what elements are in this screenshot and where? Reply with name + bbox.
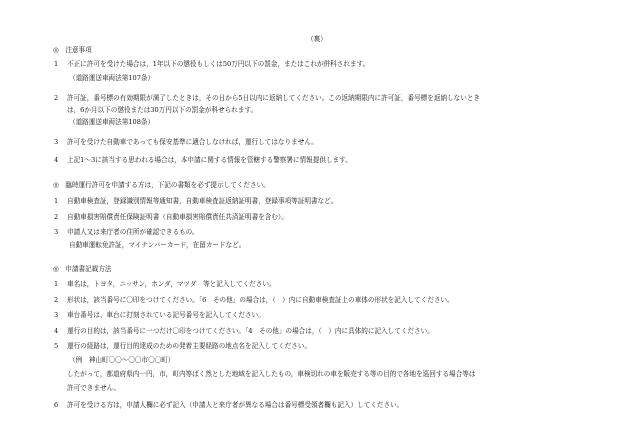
item-text: 許可できません。 (67, 384, 121, 392)
item-text: 上記1～3に該当する思われる場合は，本申請に関する情報を管轄する警察署に情報提供します。 (67, 156, 352, 164)
item-text: 自動車運転免許証，マイナンバーカード，在留カードなど。 (69, 241, 246, 249)
item-number: 4 (54, 327, 59, 335)
item-number: 1 (54, 280, 59, 288)
item-text: は，6か月以下の懲役または30万円以下の罰金が科せられます。 (67, 106, 258, 114)
item-number: 2 (54, 94, 59, 102)
item-text: 運行の目的は，該当番号に一つだけ〇印をつけてください。「4 その他」の場合は，（ ）内に具体的に記入してください。 (67, 327, 434, 335)
item-number: 3 (54, 138, 59, 146)
item-text: 車台番号は，車台に打刻されている記号番号を記入してください。 (67, 311, 265, 319)
item-text: 許可を受けた自動車であっても保安基準に適合しなければ，運行してはなりません。 (67, 138, 318, 146)
item-text: したがって，都道府県内一円，市，町内等ばく然とした地域を記入したもの，車検切れの車を販売する等の目的で各地を巡回する場合等は (67, 370, 476, 378)
item-text: （道路運送車両法第107条） (69, 74, 155, 82)
page-side-label: （裏） (307, 35, 327, 43)
item-number: 1 (54, 60, 59, 68)
item-text: 許可を受ける方は，申請人欄に必ず記入（申請人と来庁者が異なる場合は番号標受領者欄も記入）してください。 (67, 401, 404, 409)
item-text: 不正に許可を受けた場合は，1年以下の懲役もしくは50万円以下の罰金，またはこれが併科されます。 (67, 60, 370, 68)
item-text: 車名は，トヨタ，ニッサン，ホンダ，マツダ 等と記入してください。 (67, 280, 276, 288)
item-number: 6 (54, 401, 59, 409)
item-text: 自動車検査証，登録識別情報等通知書，自動車検査証返納証明書，登録事項等証明書など。 (67, 197, 338, 205)
item-number: 3 (54, 228, 59, 236)
item-number: 2 (54, 213, 59, 221)
item-text: 運行の経路は，運行目的達成のための発着主要経路の地点名を記入してください。 (67, 342, 311, 350)
item-number: 5 (54, 342, 59, 350)
item-text: （道路運送車両法第108条） (69, 118, 155, 126)
section-heading-notes: ◎ 注意事項 (53, 46, 92, 54)
item-text: 形状は，該当番号に〇印をつけてください。「6 その他」の場合は，（ ）内に自動車検査証上の車体の形状を記入してください。 (67, 296, 454, 304)
item-number: 4 (54, 156, 59, 164)
item-text: （例 神山町〇〇～〇〇市〇〇町） (69, 356, 175, 364)
item-text: 申請人又は来庁者の住所が確認できるもの。 (67, 228, 199, 236)
item-number: 1 (54, 197, 59, 205)
item-number: 2 (54, 296, 59, 304)
item-number: 3 (54, 311, 59, 319)
item-text: 自動車損害賠償責任保険証明書（自動車損害賠償責任共済証明書を含む）。 (67, 213, 288, 221)
section-heading-documents: ◎ 臨時運行許可を申請する方は，下記の書類を必ず提示してください。 (53, 181, 270, 189)
section-heading-form-guide: ◎ 申請書記載方法 (53, 265, 112, 273)
item-text: 許可証，番号標の有効期限が満了したときは，その日から5日以内に返納してください。この返納期限内に許可証，番号標を返納しないとき (67, 94, 481, 102)
